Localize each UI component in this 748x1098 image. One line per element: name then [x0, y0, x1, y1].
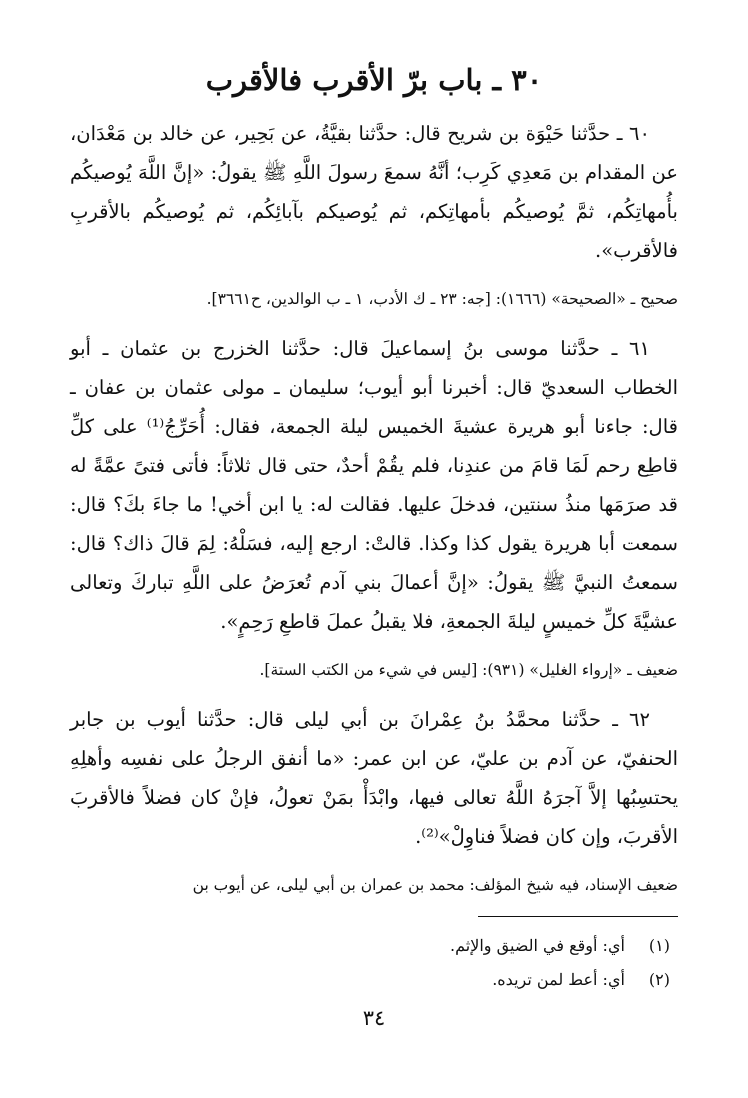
- grade-60: صحيح ـ «الصحيحة» (١٦٦٦): [جه: ٢٣ ـ ك الأدب، ١ ـ ب الوالدين، ح٣٦٦١].: [206, 290, 678, 308]
- footnote-text: أي: أوقع في الضيق والإثم.: [450, 936, 625, 955]
- grade-62: ضعيف الإسناد، فيه شيخ المؤلف: محمد بن عمران بن أبي ليلى، عن أيوب بن: [192, 876, 678, 894]
- footnote-divider: [478, 916, 678, 917]
- footnote-text: أي: أعط لمن تريده.: [492, 970, 625, 989]
- chapter-title: ٣٠ ـ باب برّ الأقرب فالأقرب: [205, 63, 543, 97]
- grade-61: ضعيف ـ «إرواء الغليل» (٩٣١): [ليس في شيء من الكتب الستة].: [259, 661, 678, 679]
- footnotes: [70, 916, 678, 997]
- footnote-2: [70, 963, 678, 997]
- footnote-number: (١): [648, 936, 670, 955]
- page-number: ٣٤: [362, 1006, 386, 1030]
- hadith-61: ٦١ ـ حدَّثنا موسى بنُ إسماعيلَ قال: حدَّثنا الخزرج بن عثمان ـ أبو الخطاب السعديّ قال: أخبرنا أبو أيوب؛ سليمان ـ مولى عثمان بن عفان ـ قال: جاءنا أبو هريرة عشيةَ الخميس ليلة الجمعة، فقال: أُحَرِّجُ⁽¹⁾ على كلِّ قاطِع رحم لَمَا قامَ من عندِنا، فلم يقُمْ أحدٌ، حتى قال ثلاثاً: فأتى فتىً عمَّةً له قد صرَمَها منذُ سنتين، فدخلَ عليها. فقالت له: يا ابن أخي! ما جاءَ بكَ؟ قال: سمعت أبا هريرة يقول كذا وكذا. قالتْ: ارجع إليه، فسَلْهُ: لِمَ قالَ ذاك؟ قال: سمعتُ النبيَّ ﷺ يقولُ: «إنَّ أعمالَ بني آدم تُعرَضُ على اللَّهِ تباركَ وتعالى عشيَّةَ كلِّ خميسٍ ليلةَ الجمعةِ، فلا يقبلُ عملَ قاطعِ رَحِمٍ».: [70, 337, 678, 633]
- hadith-60: ٦٠ ـ حدَّثنا حَيْوَة بن شريح قال: حدَّثنا بقيَّةُ، عن بَحِير، عن خالد بن مَعْدَان، عن المقدام بن مَعدِي كَرِب؛ أنَّهُ سمعَ رسولَ اللَّهِ ﷺ يقولُ: «إنَّ اللَّهَ يُوصيكُم بأُمهاتِكُم، ثمَّ يُوصيكُم بأمهاتِكم، ثم يُوصيكم بآبائِكُم، ثم يُوصيكُم بالأقربِ فالأقرب».: [70, 122, 678, 262]
- footnote-1: [70, 929, 678, 963]
- footnote-number: (٢): [648, 970, 670, 989]
- page-body: [70, 58, 678, 915]
- hadith-62: ٦٢ ـ حدَّثنا محمَّدُ بنُ عِمْرانَ بن أبي ليلى قال: حدَّثنا أيوب بن جابر الحنفيّ، عن آدم بن عليّ، عن ابن عمر: «ما أنفق الرجلُ على نفسِه وأهلِهِ يحتسِبُها إلاَّ آجرَهُ اللَّهُ تعالى فيها، وابْدَأْ بمَنْ تعولُ، فإنْ كان فضلاً فالأقربَ الأقربَ، وإن كان فضلاً فناوِلْ»⁽²⁾.: [70, 708, 678, 848]
